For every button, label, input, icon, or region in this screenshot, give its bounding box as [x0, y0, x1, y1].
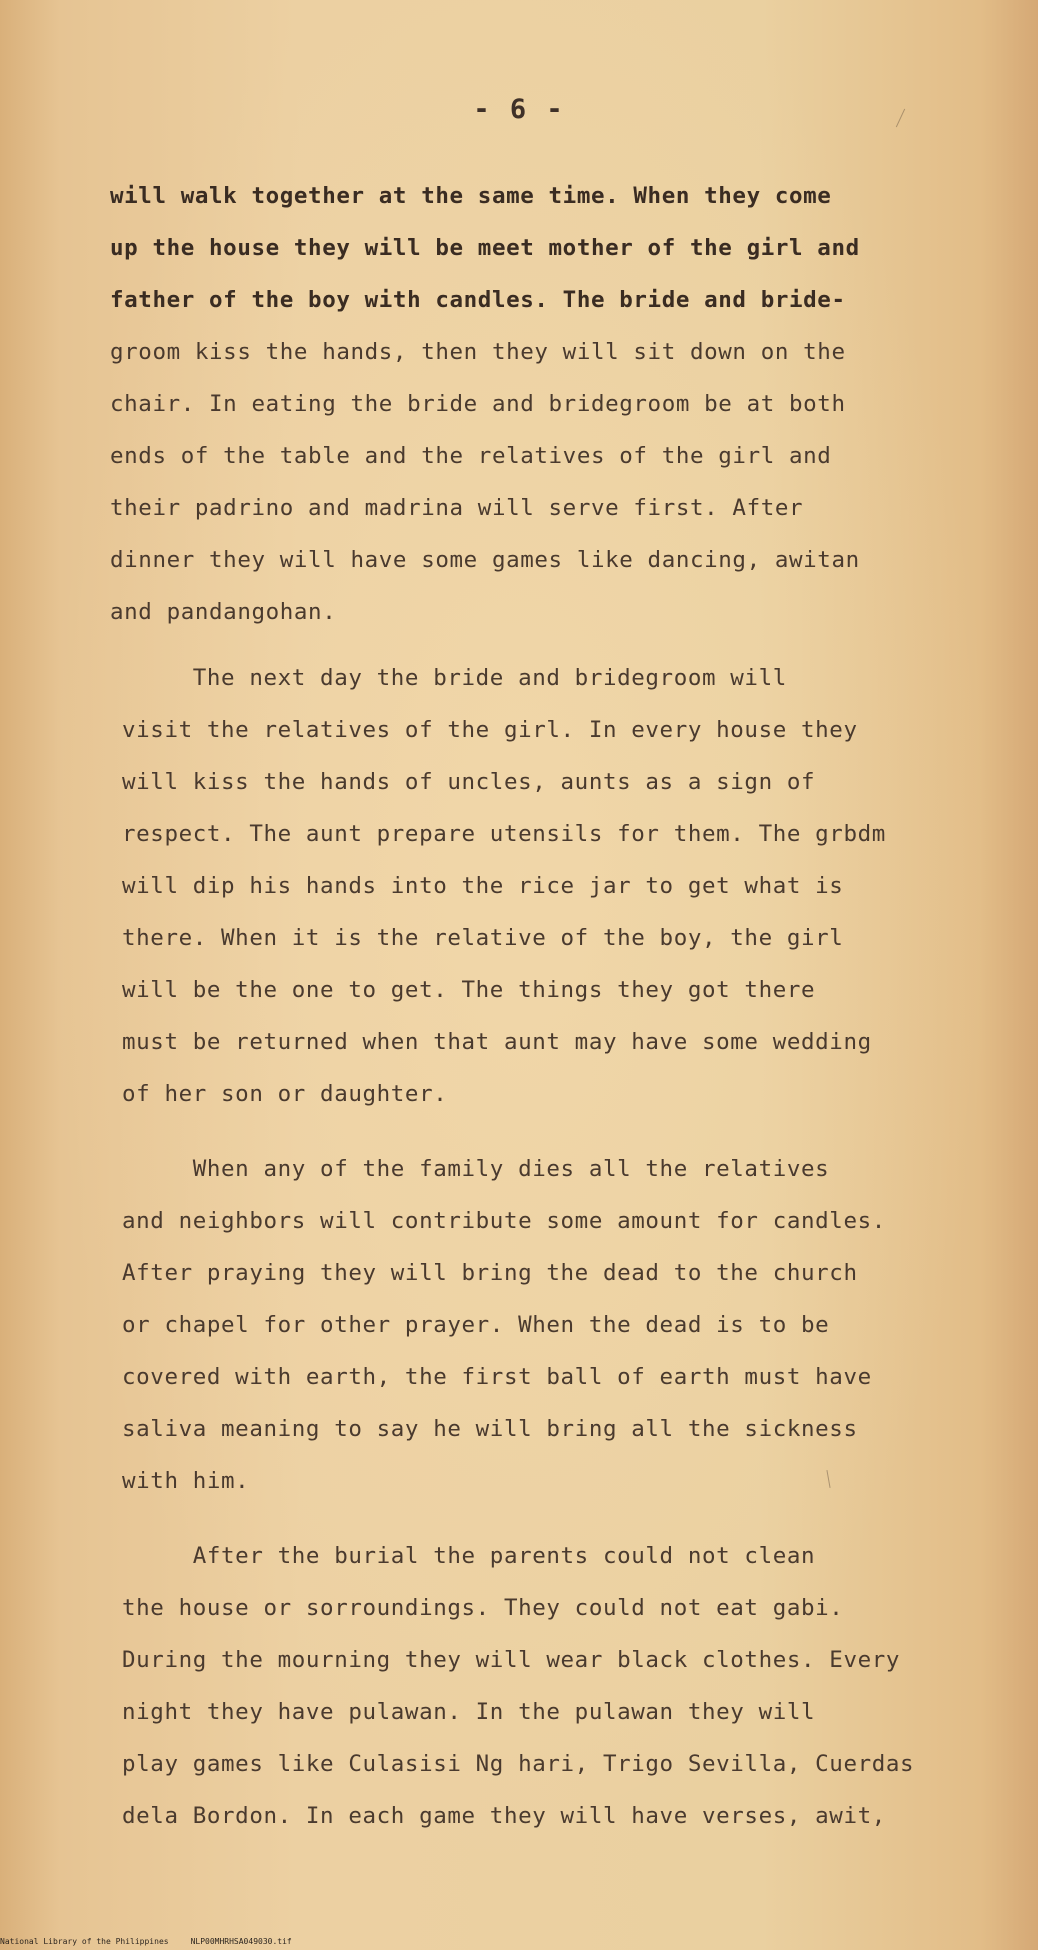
- text-line: ends of the table and the relatives of the girl and: [110, 443, 832, 469]
- text-line: or chapel for other prayer. When the dead is to be: [122, 1312, 830, 1338]
- page-number: - 6 -: [473, 94, 565, 125]
- text-line: will walk together at the same time. When they come: [110, 183, 832, 209]
- text-line: chair. In eating the bride and bridegroom be at both: [110, 391, 846, 417]
- text-line: When any of the family dies all the relatives: [122, 1156, 830, 1182]
- footer-source: National Library of the Philippines: [0, 1937, 169, 1946]
- text-line: visit the relatives of the girl. In every house they: [122, 717, 858, 743]
- text-line: father of the boy with candles. The bride and bride-: [110, 287, 846, 313]
- scan-footer: [0, 1937, 314, 1946]
- text-line: groom kiss the hands, then they will sit down on the: [110, 339, 846, 365]
- text-line: the house or sorroundings. They could not eat gabi.: [122, 1595, 844, 1621]
- paragraph-wedding-ceremony: [110, 170, 860, 638]
- text-line: with him.: [122, 1468, 250, 1494]
- text-line: of her son or daughter.: [122, 1081, 448, 1107]
- text-line: and pandangohan.: [110, 599, 337, 625]
- text-line: saliva meaning to say he will bring all the sickness: [122, 1416, 858, 1442]
- text-line: and neighbors will contribute some amount for candles.: [122, 1208, 886, 1234]
- footer-filename: NLP00MHRHSA049030.tif: [190, 1937, 292, 1946]
- paragraph-death-customs: [122, 1143, 886, 1507]
- text-line: dela Bordon. In each game they will have verses, awit,: [122, 1803, 886, 1829]
- text-line: covered with earth, the first ball of earth must have: [122, 1364, 872, 1390]
- text-line: During the mourning they will wear black clothes. Every: [122, 1647, 901, 1673]
- text-line: night they have pulawan. In the pulawan they will: [122, 1699, 816, 1725]
- paragraph-next-day-visit: [122, 652, 886, 1120]
- text-line: will dip his hands into the rice jar to get what is: [122, 873, 844, 899]
- text-line: dinner they will have some games like dancing, awitan: [110, 547, 860, 573]
- text-line: After praying they will bring the dead to the church: [122, 1260, 858, 1286]
- text-line: there. When it is the relative of the boy, the girl: [122, 925, 844, 951]
- text-line: The next day the bride and bridegroom will: [122, 665, 787, 691]
- paragraph-mourning-customs: [122, 1530, 914, 1842]
- text-line: will be the one to get. The things they got there: [122, 977, 816, 1003]
- text-line: will kiss the hands of uncles, aunts as a sign of: [122, 769, 816, 795]
- text-line: respect. The aunt prepare utensils for them. The grbdm: [122, 821, 886, 847]
- text-line: up the house they will be meet mother of the girl and: [110, 235, 860, 261]
- text-line: After the burial the parents could not clean: [122, 1543, 816, 1569]
- text-line: their padrino and madrina will serve first. After: [110, 495, 804, 521]
- text-line: play games like Culasisi Ng hari, Trigo Sevilla, Cuerdas: [122, 1751, 915, 1777]
- text-line: must be returned when that aunt may have some wedding: [122, 1029, 872, 1055]
